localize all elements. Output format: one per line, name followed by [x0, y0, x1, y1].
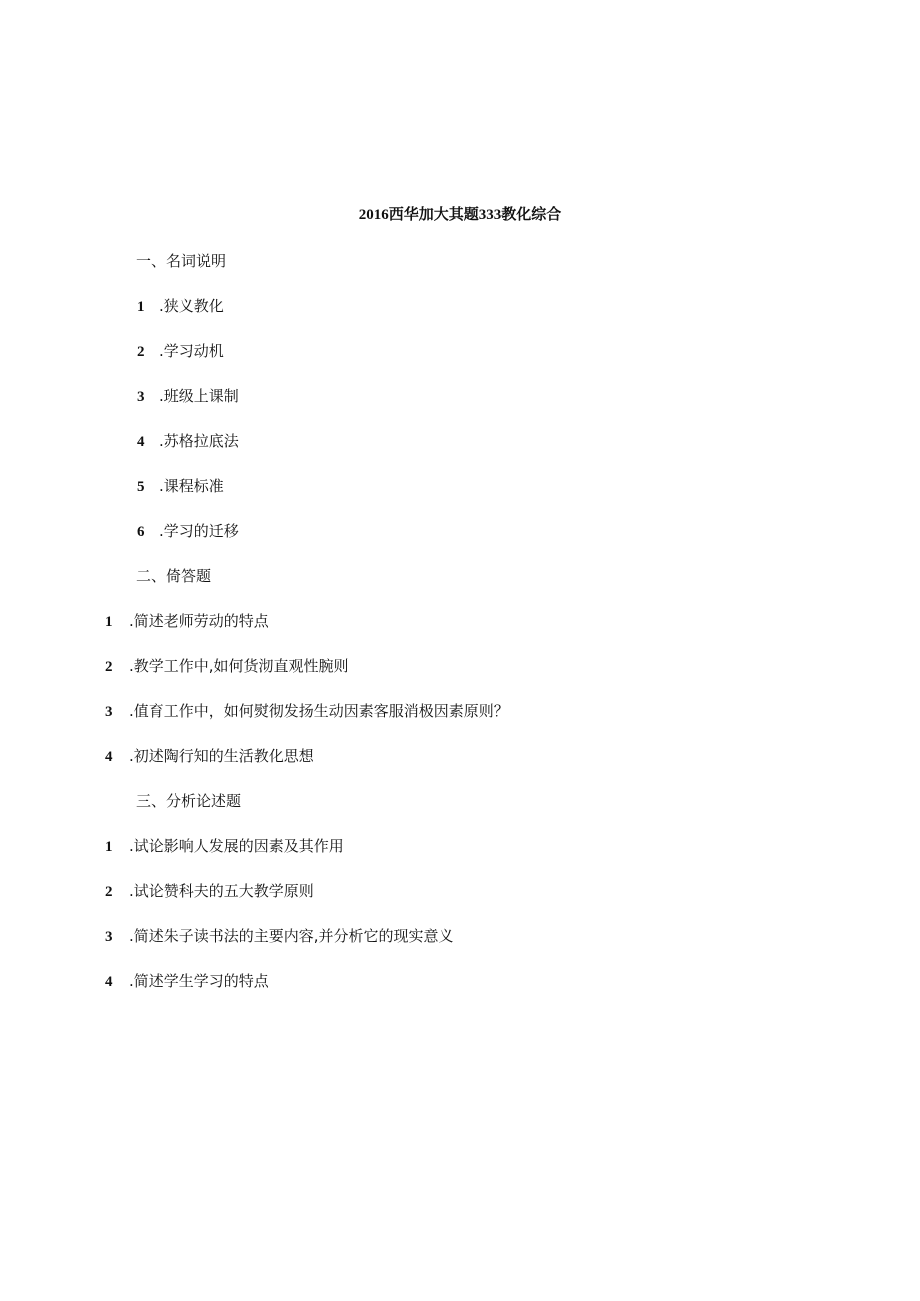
- list-item: [105, 836, 344, 857]
- list-item: [105, 881, 314, 902]
- item-text: .教学工作中,如何货沏直观性腕则: [129, 657, 349, 675]
- item-number: 3: [105, 704, 113, 720]
- item-number: 1: [137, 299, 145, 315]
- list-item: [137, 341, 224, 362]
- item-text: .值育工作中，如何熨彻发扬生动因素客服消极因素原则？: [129, 702, 509, 720]
- item-number: 3: [105, 929, 113, 945]
- item-number: 5: [137, 479, 145, 495]
- item-text: .苏格拉底法: [159, 432, 239, 450]
- list-item: [105, 926, 454, 947]
- section-heading-short-answer: 二、倚答题: [136, 567, 212, 585]
- item-text: .狭义教化: [159, 297, 224, 315]
- item-text: .学习的迁移: [159, 522, 239, 540]
- list-item: [137, 431, 239, 452]
- item-number: 4: [105, 749, 113, 765]
- item-text: .试论赞科夫的五大教学原则: [129, 882, 314, 900]
- item-text: .学习动机: [159, 342, 224, 360]
- item-number: 2: [137, 344, 145, 360]
- section-heading-terms: 一、名词说明: [136, 252, 227, 270]
- list-item: [137, 521, 239, 542]
- item-number: 4: [137, 434, 145, 450]
- item-text: .简述朱子读书法的主要内容,并分析它的现实意义: [129, 927, 454, 945]
- document-title: 2016西华加大其题333教化综合: [358, 207, 562, 223]
- item-text: .试论影响人发展的因素及其作用: [129, 837, 344, 855]
- list-item: [105, 971, 269, 992]
- list-item: [137, 296, 224, 317]
- list-item: [137, 476, 224, 497]
- list-item: [105, 656, 349, 677]
- item-text: .简述老师劳动的特点: [129, 612, 269, 630]
- item-text: .初述陶行知的生活教化思想: [129, 747, 314, 765]
- item-number: 3: [137, 389, 145, 405]
- item-number: 1: [105, 614, 113, 630]
- list-item: [105, 701, 509, 722]
- list-item: [105, 611, 269, 632]
- item-text: .班级上课制: [159, 387, 239, 405]
- item-text: .简述学生学习的特点: [129, 972, 269, 990]
- item-text: .课程标准: [159, 477, 224, 495]
- item-number: 2: [105, 884, 113, 900]
- item-number: 2: [105, 659, 113, 675]
- item-number: 1: [105, 839, 113, 855]
- list-item: [105, 746, 314, 767]
- list-item: [137, 386, 239, 407]
- item-number: 4: [105, 974, 113, 990]
- item-number: 6: [137, 524, 145, 540]
- section-heading-analysis: 三、分析论述题: [136, 792, 242, 810]
